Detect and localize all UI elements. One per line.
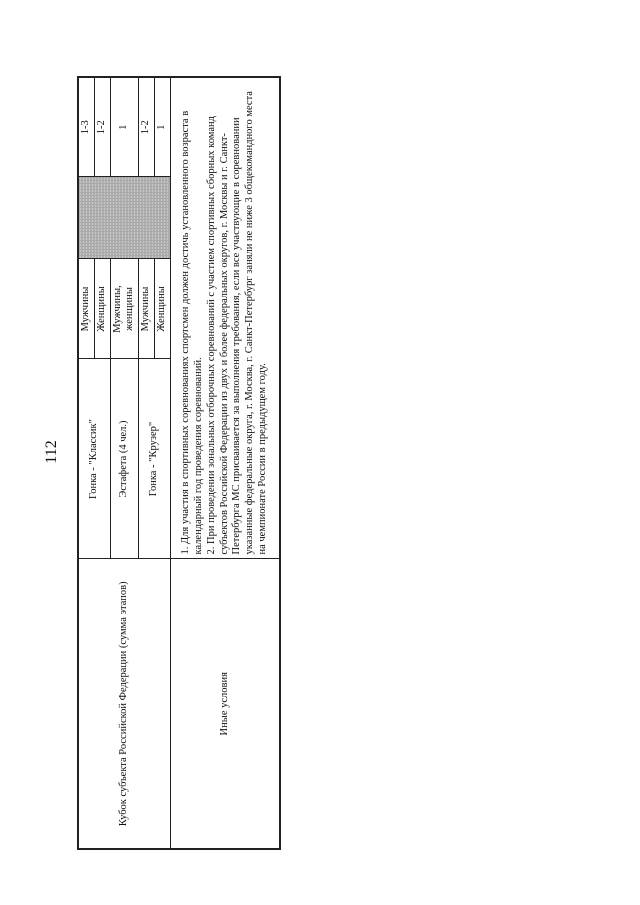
place-cell: 1-2 xyxy=(94,77,110,177)
place-cell: 1-3 xyxy=(78,77,94,177)
rotated-table-container xyxy=(77,78,275,850)
discipline-cell: Эстафета (4 чел.) xyxy=(110,359,139,559)
gender-cell: Женщины xyxy=(94,259,110,359)
qualification-table xyxy=(77,76,281,850)
condition-paragraph: 1. Для участия в спортивных соревнованиях спортсмен должен достичь установленного возраста в календарный год проведения соревнований. xyxy=(180,110,205,555)
table-row xyxy=(78,77,94,849)
discipline-cell: Гонка - "Классик" xyxy=(78,359,110,559)
shaded-cell xyxy=(78,177,170,259)
page-number: 112 xyxy=(43,440,60,464)
gender-cell: Мужчины, женщины xyxy=(110,259,139,359)
other-conditions-text xyxy=(170,77,280,559)
gender-cell: Женщины xyxy=(154,259,170,359)
gender-cell: Мужчины xyxy=(139,259,155,359)
competition-name: Кубок субъекта Российской Федерации (сумма этапов) xyxy=(78,559,170,849)
place-cell: 1 xyxy=(110,77,139,177)
table-row xyxy=(170,77,280,849)
place-cell: 1-2 xyxy=(139,77,155,177)
other-conditions-label: Иные условия xyxy=(170,559,280,849)
condition-paragraph: 2. При проведении зональных отборочных соревнований с участием спортивных сборных команд субъектов Российской Федерации из двух и более федеральных округов, г. Москвы и г. Санкт-Петербурга МС присваивается за выполнения требования, если все участвующие в соревновании указанные федеральные округа, г. Москва, г. Санкт-Петербург заняли не ниже 3 общекомандного места на чемпионате России в предыдущем году. xyxy=(205,91,269,555)
gender-cell: Мужчины xyxy=(78,259,94,359)
discipline-cell: Гонка - "Крузер" xyxy=(139,359,171,559)
place-cell: 1 xyxy=(154,77,170,177)
